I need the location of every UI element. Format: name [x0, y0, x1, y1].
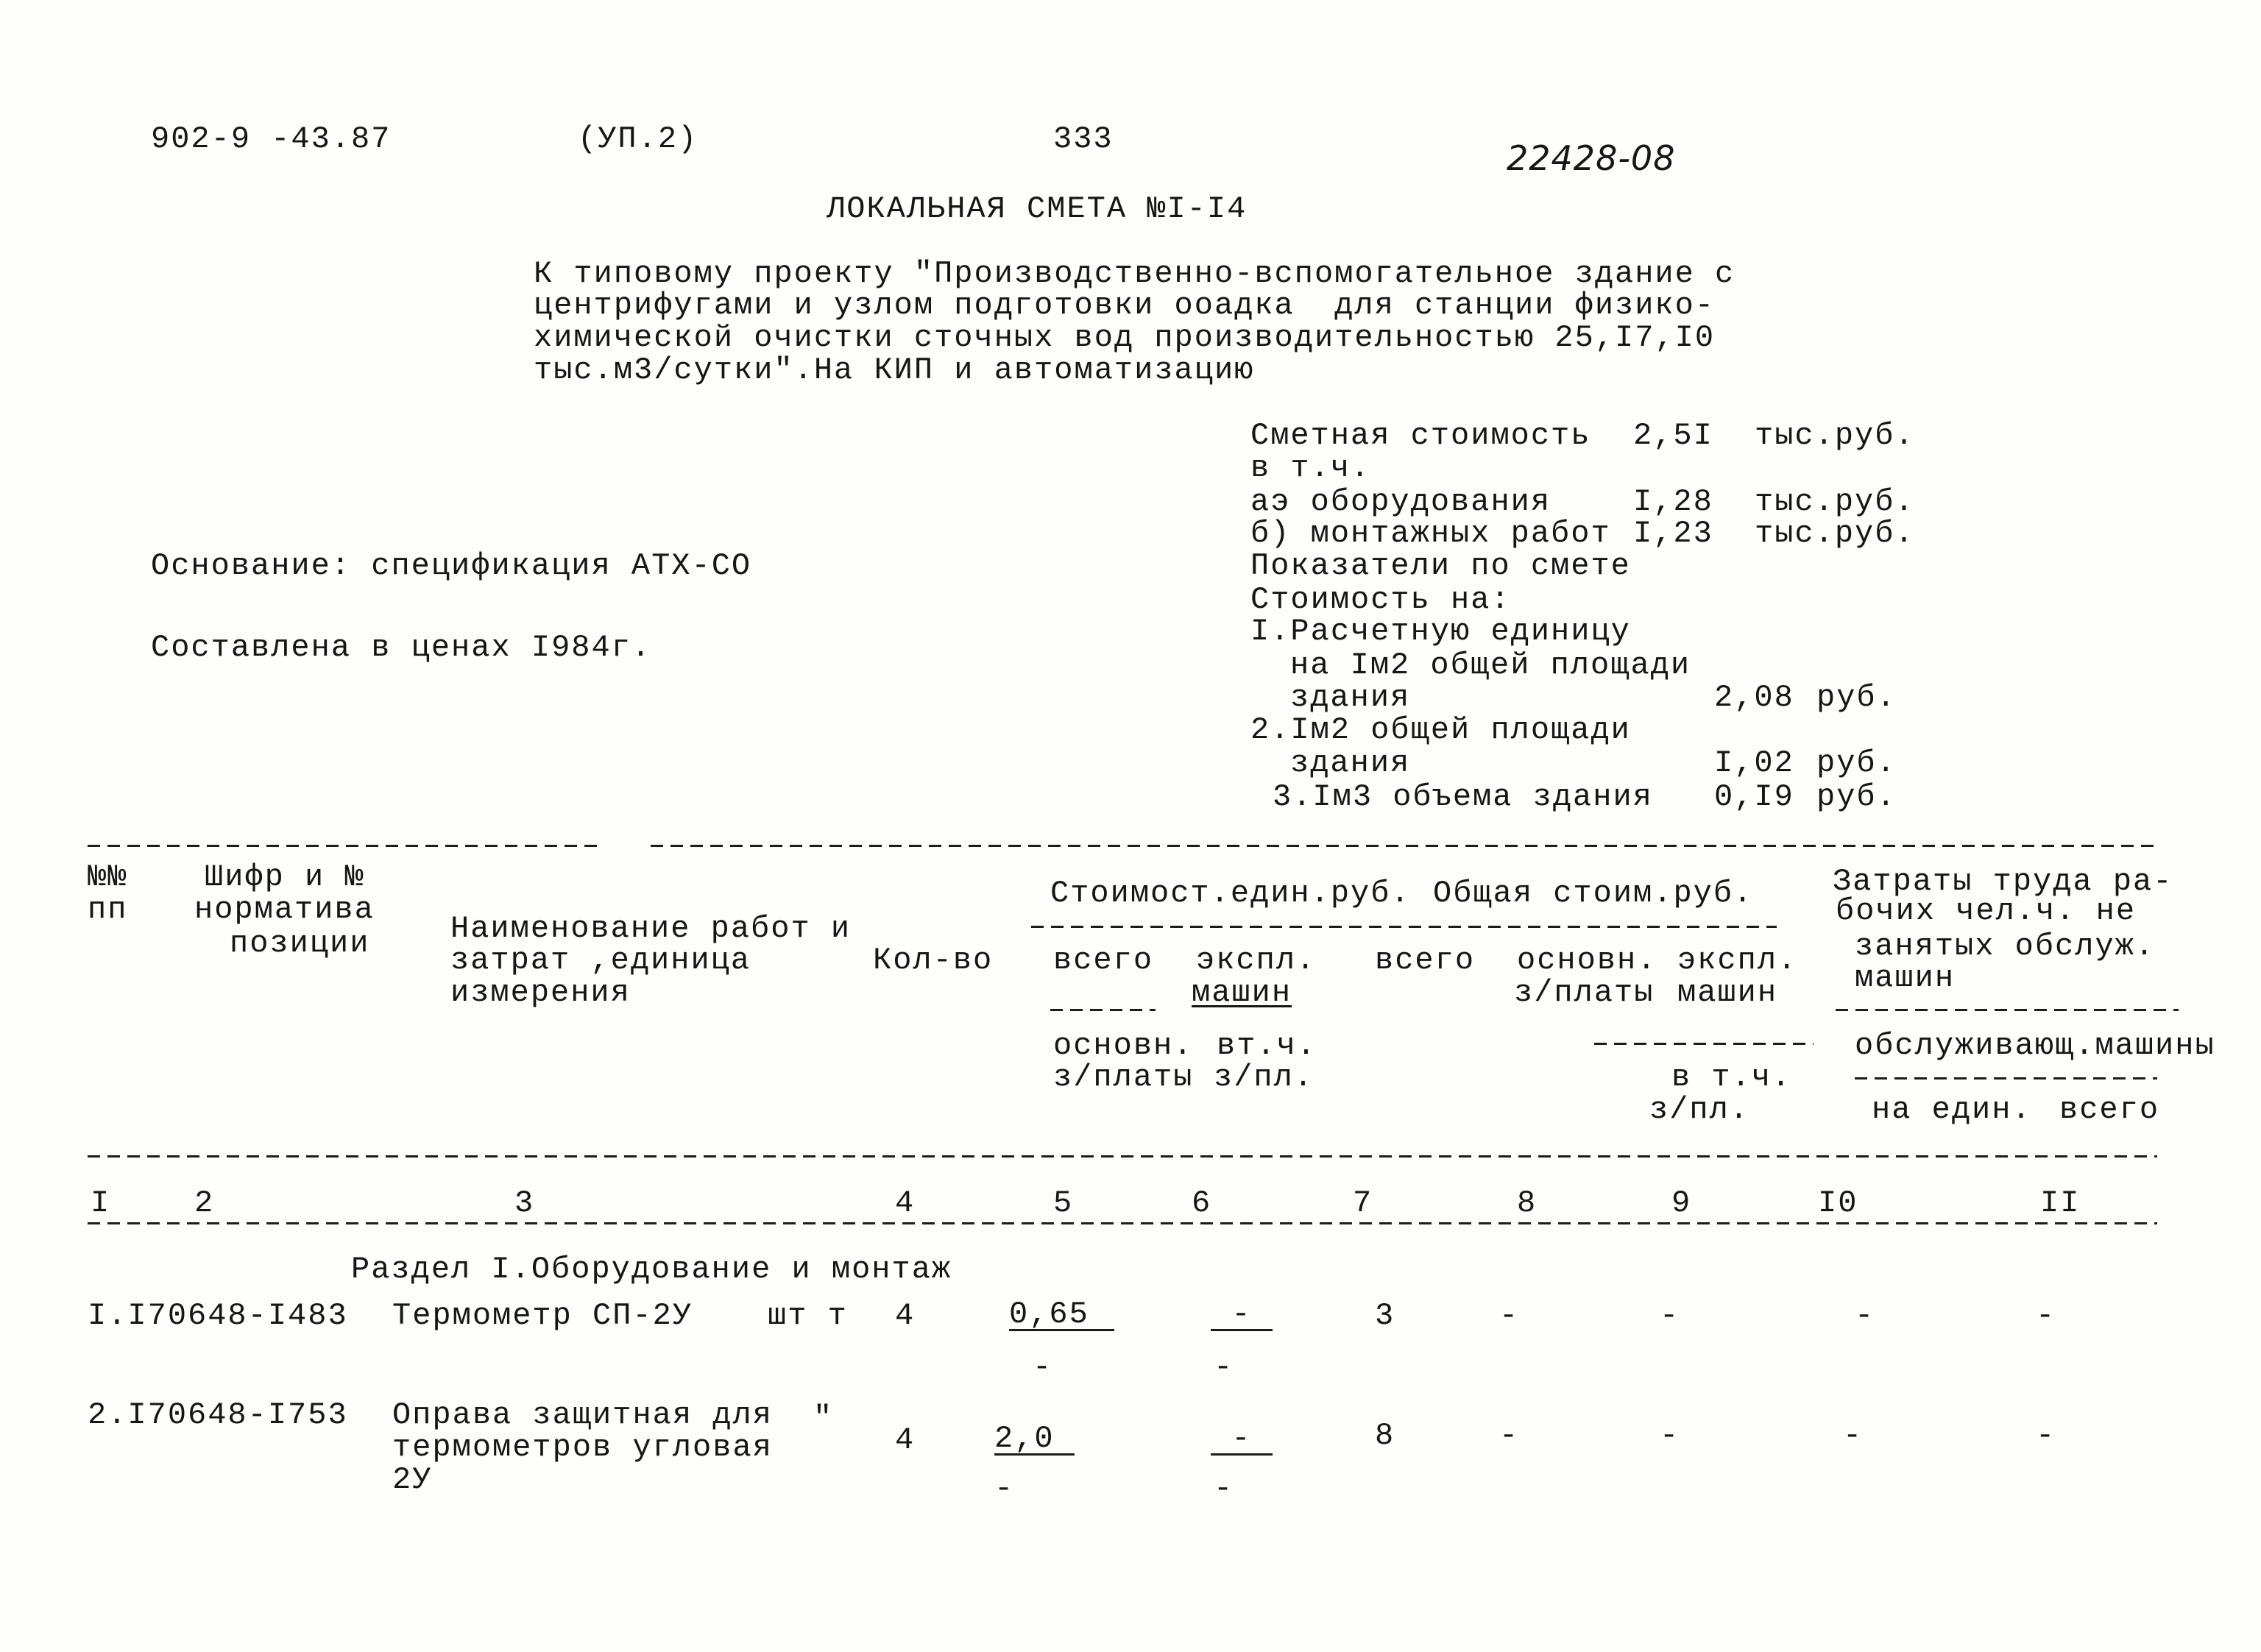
- row-unit-total: 0,65: [1009, 1300, 1114, 1331]
- column-number: 4: [895, 1185, 916, 1221]
- row-unit-incl-wages: -: [1214, 1471, 1234, 1506]
- row-name-line-1: Оправа защитная для: [392, 1397, 773, 1433]
- head-total-wages-2: з/платы: [1514, 975, 1655, 1010]
- column-number: 8: [1517, 1185, 1538, 1221]
- row-labor-total: -: [2036, 1418, 2056, 1453]
- head-name-2: затрат ,единица: [450, 943, 751, 978]
- column-number: I: [91, 1185, 111, 1221]
- head-unit-wages-2: з/платы: [1053, 1060, 1194, 1095]
- intro-line-1: К типовому проекту "Производственно-вспомогательное здание с: [534, 256, 1735, 291]
- inventory-number: 22428-08: [1507, 138, 1676, 178]
- head-unit-machines-2: машин: [1192, 975, 1292, 1010]
- head-total-cost: Общая стоим.руб.: [1433, 876, 1754, 911]
- row-unit-machines: -: [1211, 1424, 1273, 1456]
- head-total-total: всего: [1375, 943, 1476, 978]
- head-name-1: Наименование работ и: [450, 911, 852, 946]
- head-total-machines-2: машин: [1677, 975, 1778, 1010]
- column-number: 6: [1192, 1185, 1212, 1221]
- row-total-total: 3: [1375, 1298, 1395, 1333]
- column-number: 3: [514, 1185, 535, 1221]
- head-code-2: норматива: [194, 892, 375, 927]
- row-total-machines: -: [1660, 1298, 1680, 1333]
- column-number: II: [2040, 1185, 2081, 1221]
- head-labor-per-unit: на един.: [1872, 1092, 2032, 1127]
- per-unit-line-1: I.Расчетную единицу: [1250, 614, 1631, 649]
- album-number: (УП.2): [578, 121, 698, 157]
- row-unit-wages: -: [994, 1471, 1015, 1506]
- per-unit-unit: руб.: [1816, 680, 1897, 715]
- installation-label: б) монтажных работ: [1250, 516, 1611, 551]
- doc-code: 902-9 -43.87: [151, 121, 392, 157]
- row-name-line-3: 2У: [392, 1462, 433, 1497]
- column-number: 5: [1053, 1185, 1074, 1221]
- row-unit-incl-wages: -: [1214, 1350, 1234, 1385]
- indicators-label: Показатели по смете: [1250, 548, 1631, 584]
- head-unit-cost: Стоимост.един.руб.: [1050, 876, 1411, 911]
- column-number: 7: [1353, 1185, 1373, 1221]
- row-qty: 4: [895, 1298, 916, 1333]
- per-unit-line-2: на Iм2 общей площади: [1290, 648, 1691, 683]
- head-unit-incl-wages-2: з/пл.: [1214, 1060, 1315, 1095]
- per-m2-value: I,02: [1714, 745, 1794, 781]
- head-name-3: измерения: [450, 975, 631, 1010]
- row-unit-total: 2,0: [994, 1424, 1075, 1456]
- head-unit-wages-1: основн.: [1053, 1028, 1194, 1063]
- head-code-1: Шифр и №: [205, 859, 365, 895]
- row-total-wages: -: [1499, 1298, 1520, 1333]
- column-number: 2: [194, 1185, 215, 1221]
- row-unit-wages: -: [1033, 1350, 1053, 1385]
- total-cost-value: 2,5I: [1633, 418, 1713, 453]
- head-labor-1: Затраты труда ра-: [1833, 864, 2173, 899]
- column-number-rule: [88, 1222, 2157, 1224]
- page-title: ЛОКАЛЬНАЯ СМЕТА №I-I4: [827, 191, 1248, 227]
- basis-note: Основание: спецификация АТХ-СО: [151, 548, 752, 584]
- row-name: Термометр СП-2У: [392, 1298, 693, 1333]
- head-labor-3: занятых обслуж.: [1855, 929, 2156, 964]
- head-num-2: пп: [88, 892, 128, 927]
- head-labor-rule: [1836, 1009, 2179, 1011]
- equipment-value: I,28: [1633, 484, 1713, 520]
- per-m3-label: 3.Iм3 объема здания: [1273, 779, 1653, 815]
- head-labor-total: всего: [2059, 1092, 2160, 1127]
- intro-line-3: химической очистки сточных вод производительностью 25,I7,I0: [534, 320, 1716, 355]
- table-head-bottom-rule: [88, 1155, 2157, 1158]
- equipment-label: аэ оборудования: [1250, 484, 1551, 520]
- row-total-machines: -: [1660, 1418, 1680, 1453]
- section-title: Раздел I.Оборудование и монтаж: [351, 1252, 952, 1287]
- per-unit-line-3: здания: [1290, 680, 1411, 715]
- total-cost-label: Сметная стоимость: [1250, 418, 1591, 453]
- row-labor-total: -: [2036, 1298, 2056, 1333]
- head-total-incl-wages-1: в т.ч.: [1671, 1060, 1792, 1095]
- head-total-machines-1: экспл.: [1677, 943, 1798, 978]
- head-total-wages-1: основн.: [1517, 943, 1657, 978]
- head-unit-machines-1: экспл.: [1196, 943, 1317, 978]
- intro-line-4: тыс.м3/сутки".На КИП и автоматизацию: [534, 352, 1255, 388]
- table-top-rule-left: [88, 845, 600, 847]
- head-code-3: позиции: [230, 926, 370, 961]
- row-unit-machines: -: [1211, 1300, 1273, 1331]
- head-unit-total-rule: [1050, 1009, 1156, 1011]
- head-labor-service-rule: [1855, 1077, 2157, 1080]
- head-num-1: №№: [88, 859, 128, 895]
- row-unit: шт т: [768, 1298, 848, 1333]
- table-top-rule-right: [651, 845, 2157, 847]
- per-m2-line-2: здания: [1290, 745, 1411, 781]
- per-unit-value: 2,08: [1714, 680, 1794, 715]
- head-total-machines-rule: [1594, 1043, 1814, 1045]
- row-code: 2.I70648-I753: [88, 1397, 348, 1433]
- column-number: 9: [1671, 1185, 1692, 1221]
- row-name-line-2: термометров угловая: [392, 1430, 773, 1465]
- row-code: I.I70648-I483: [88, 1298, 348, 1333]
- including-label: в т.ч.: [1250, 450, 1371, 486]
- intro-line-2: центрифугами и узлом подготовки ооадка для станции физико-: [534, 288, 1716, 323]
- head-labor-4: машин: [1855, 960, 1956, 996]
- price-level-note: Составлена в ценах I984г.: [151, 630, 652, 665]
- equipment-unit: тыс.руб.: [1755, 484, 1915, 520]
- per-m3-unit: руб.: [1816, 779, 1897, 815]
- row-total-wages: -: [1499, 1418, 1520, 1453]
- installation-value: I,23: [1633, 516, 1713, 551]
- head-total-incl-wages-2: з/пл.: [1649, 1092, 1750, 1127]
- row-labor-per-unit: -: [1843, 1418, 1864, 1453]
- per-m2-line-1: 2.Iм2 общей площади: [1250, 712, 1631, 748]
- row-labor-per-unit: -: [1855, 1298, 1875, 1333]
- cost-per-label: Стоимость на:: [1250, 582, 1511, 617]
- head-qty: Кол-во: [873, 943, 994, 978]
- row-qty: 4: [895, 1422, 916, 1458]
- installation-unit: тыс.руб.: [1755, 516, 1915, 551]
- head-labor-2: бочих чел.ч. не: [1836, 893, 2137, 929]
- head-labor-service: обслуживающ.машины: [1855, 1028, 2215, 1063]
- total-cost-unit: тыс.руб.: [1755, 418, 1915, 453]
- per-m3-value: 0,I9: [1714, 779, 1794, 815]
- row-total-total: 8: [1375, 1418, 1395, 1453]
- head-unit-total: всего: [1053, 943, 1154, 978]
- per-m2-unit: руб.: [1816, 745, 1897, 781]
- head-cost-rule: [1031, 926, 1777, 928]
- column-number: I0: [1818, 1185, 1858, 1221]
- head-unit-incl-wages-1: вт.ч.: [1217, 1028, 1317, 1063]
- page-number: 333: [1053, 121, 1114, 157]
- row-unit: ": [813, 1400, 834, 1436]
